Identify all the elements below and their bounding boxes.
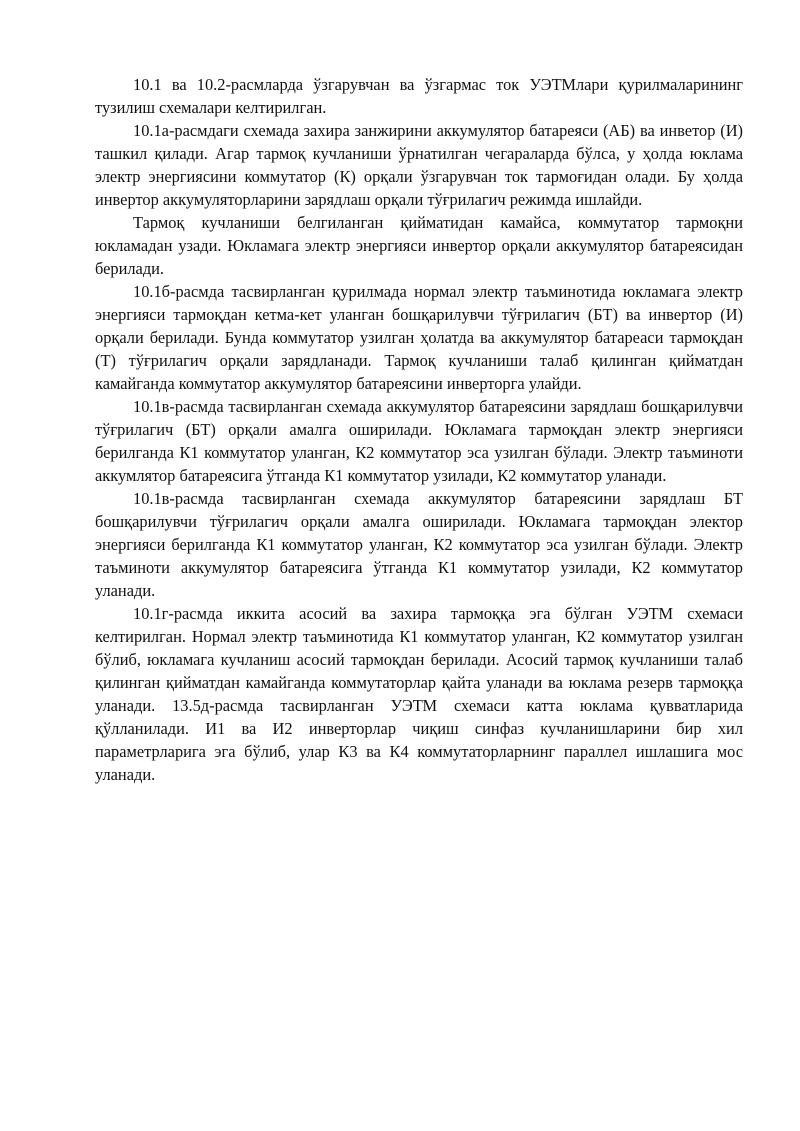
paragraph-10-1v: 10.1в-расмда тасвирланган схемада аккумулятор батареясини зарядлаш бошқарилувчи тўғрилагич (БТ) орқали амалга оширилади. Юкламага тармоқдан электр энергияси берилганда К1 коммутатор уланган, К2 коммутатор эса узилган бўлади. Электр таъминоти аккумлятор батареясига ўтганда К1 коммутатор узилади, К2 коммутатор уланади.: [95, 397, 743, 485]
paragraph-10-1a: 10.1а-расмдаги схемада захира занжирини аккумулятор батареяси (АБ) ва инветор (И) ташкил қилади. Агар тармоқ кучланиши ўрнатилган чегараларда бўлса, у ҳолда юклама электр энергиясини коммутатор (К) орқали ўзгарувчан ток тармоғидан олади. Бу ҳолда инвертор аккумуляторларини зарядлаш орқали тўғрилагич режимда ишлайди.: [95, 121, 743, 209]
document-page: [95, 73, 743, 786]
paragraph-10-1b: 10.1б-расмда тасвирланган қурилмада нормал электр таъминотида юкламага электр энергияси тармоқдан кетма-кет уланган бошқарилувчи тўғрилагич (БТ) ва инвертор (И) орқали берилади. Бунда коммутатор узилган ҳолатда ва аккумулятор батареаси тармоқдан (Т) тўғрилагич орқали зарядланади. Тармоқ кучланиши талаб қилинган қийматдан камайганда коммутатор аккумулятор батареясини инверторга улайди.: [95, 282, 743, 393]
paragraph-intro: 10.1 ва 10.2-расмларда ўзгарувчан ва ўзгармас ток УЭТМлари қурилмаларининг тузилиш схемалари келтирилган.: [95, 75, 743, 117]
paragraph-10-1g: 10.1г-расмда иккита асосий ва захира тармоққа эга бўлган УЭТМ схемаси келтирилган. Нормал электр таъминотида К1 коммутатор уланган, К2 коммутатор узилган бўлиб, юкламага кучланиш асосий тармоқдан берилади. Асосий тармоқ кучланиши талаб қилинган қийматдан камайганда коммутаторлар қайта уланади ва юклама резерв тармоққа уланади. 13.5д-расмда тасвирланган УЭТМ схемаси катта юклама қувватларида қўлланилади. И1 ва И2 инверторлар чиқиш синфаз кучланишларини бир хил параметрларига эга бўлиб, улар К3 ва К4 коммутаторларнинг параллел ишлашига мос уланади.: [95, 604, 743, 784]
paragraph-10-1v-repeat: 10.1в-расмда тасвирланган схемада аккумулятор батареясини зарядлаш БТ бошқарилувчи тўғрилагич орқали амалга оширилади. Юкламага тармоқдан электор энергияси берилганда К1 коммутатор уланган, К2 коммутатор эса узилган бўлади. Электр таъминоти аккумулятор батареясига ўтганда К1 коммутатор узилади, К2 коммутатор уланади.: [95, 489, 743, 600]
paragraph-network-drop: Тармоқ кучланиши белгиланган қийматидан камайса, коммутатор тармоқни юкламадан узади. Юкламага электр энергияси инвертор орқали аккумулятор батареясидан берилади.: [95, 213, 743, 278]
